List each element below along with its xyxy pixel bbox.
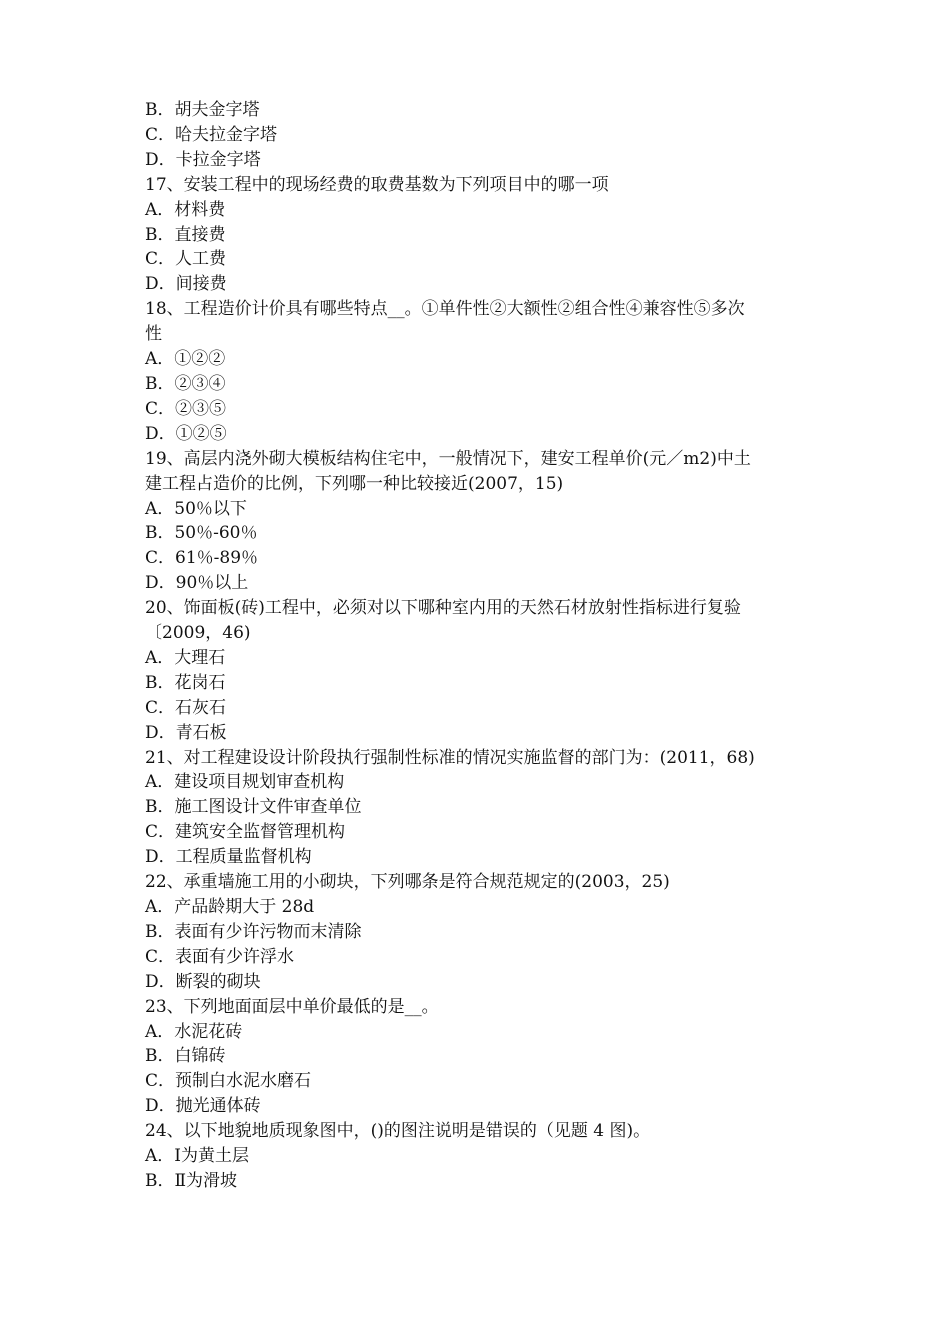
option-a: A．Ⅰ为黄土层 bbox=[145, 1146, 249, 1167]
option-c: C．石灰石 bbox=[145, 697, 227, 718]
option-b: B．表面有少许污物而末清除 bbox=[145, 921, 362, 942]
question-20-continued: 〔2009，46) bbox=[145, 623, 251, 644]
option-d: D．抛光通体砖 bbox=[145, 1096, 261, 1117]
option-a: A．建设项目规划审查机构 bbox=[145, 772, 345, 793]
question-19-continued: 建工程占造价的比例，下列哪一种比较接近(2007，15) bbox=[145, 473, 564, 494]
option-b: B．Ⅱ为滑坡 bbox=[145, 1170, 238, 1191]
question-17: 17、安装工程中的现场经费的取费基数为下列项目中的哪一项 bbox=[145, 174, 609, 195]
option-b: B．花岗石 bbox=[145, 672, 226, 693]
option-d: D．间接费 bbox=[145, 274, 227, 295]
option-b: B．白锦砖 bbox=[145, 1046, 226, 1067]
option-a: A．①②② bbox=[145, 349, 226, 370]
option-c: C．预制白水泥水磨石 bbox=[145, 1071, 312, 1092]
option-a: A．产品龄期大于 28d bbox=[145, 897, 315, 917]
option-c: C．②③⑤ bbox=[145, 398, 227, 419]
option-d: D．工程质量监督机构 bbox=[145, 847, 312, 868]
option-d: D．90％以上 bbox=[145, 573, 249, 594]
option-b: B．50％-60％ bbox=[145, 523, 258, 544]
option-c: C．建筑安全监督管理机构 bbox=[145, 822, 346, 843]
option-b: B．施工图设计文件审查单位 bbox=[145, 797, 362, 818]
question-20: 20、饰面板(砖)工程中，必须对以下哪种室内用的天然石材放射性指标进行复验 bbox=[145, 598, 741, 619]
question-24: 24、以下地貌地质现象图中，()的图注说明是错误的（见题 4 图)。 bbox=[145, 1121, 651, 1142]
question-19: 19、高层内浇外砌大模板结构住宅中，一般情况下，建安工程单价(元／m2)中土 bbox=[145, 448, 751, 469]
option-c: C．哈夫拉金字塔 bbox=[145, 124, 278, 145]
option-d: D．卡拉金字塔 bbox=[145, 149, 261, 170]
document-page bbox=[145, 98, 813, 1194]
option-a: A．大理石 bbox=[145, 647, 226, 668]
option-a: A．水泥花砖 bbox=[145, 1021, 243, 1042]
question-18: 18、工程造价计价具有哪些特点__。①单件性②大额性②组合性④兼容性⑤多次 bbox=[145, 299, 745, 320]
question-23: 23、下列地面面层中单价最低的是__。 bbox=[145, 996, 439, 1017]
option-b: B．②③④ bbox=[145, 373, 226, 394]
option-c: C．61％-89％ bbox=[145, 548, 259, 569]
option-d: D．断裂的砌块 bbox=[145, 971, 261, 992]
option-a: A．材料费 bbox=[145, 199, 226, 220]
option-d: D．①②⑤ bbox=[145, 423, 227, 444]
question-21: 21、对工程建设设计阶段执行强制性标准的情况实施监督的部门为：(2011，68) bbox=[145, 747, 755, 768]
option-a: A．50％以下 bbox=[145, 498, 247, 519]
option-d: D．青石板 bbox=[145, 722, 227, 743]
option-b: B．胡夫金字塔 bbox=[145, 100, 260, 120]
question-22: 22、承重墙施工用的小砌块，下列哪条是符合规范规定的(2003，25) bbox=[145, 872, 670, 893]
option-c: C．表面有少许浮水 bbox=[145, 946, 295, 967]
option-b: B．直接费 bbox=[145, 224, 226, 245]
option-c: C．人工费 bbox=[145, 249, 227, 270]
question-18-continued: 性 bbox=[145, 324, 162, 345]
